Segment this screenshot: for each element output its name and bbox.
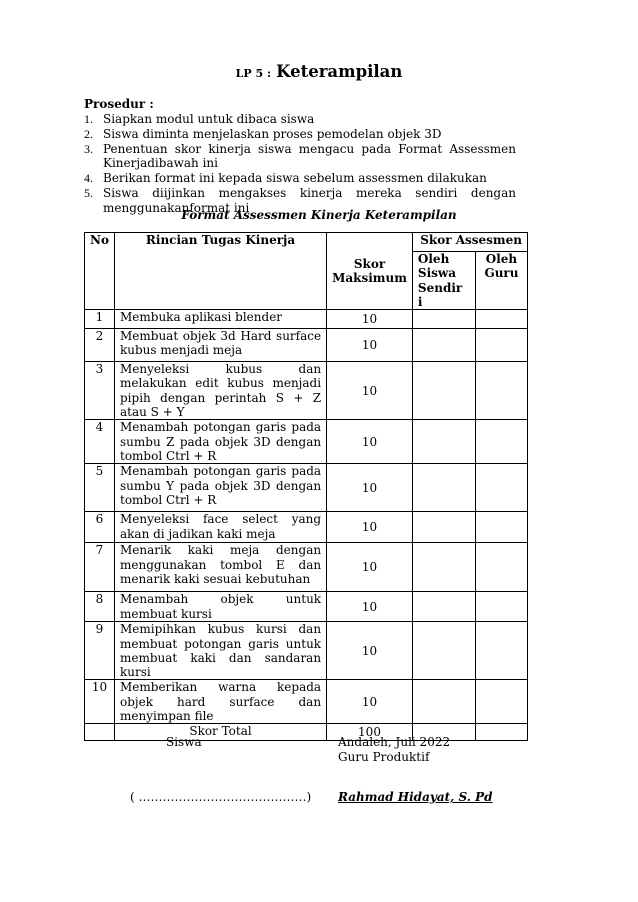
student-score-cell[interactable]: [412, 622, 475, 680]
place-date: Andaleh, Juli 2022: [338, 735, 451, 749]
table-row: 3 Menyeleksi kubus dan melakukan edit kubus menjadi pipih dengan perintah S + Z atau S + Y 10: [85, 362, 528, 420]
student-score-cell[interactable]: [412, 512, 475, 543]
title-text: Keterampilan: [276, 62, 403, 81]
student-signature-blank: ( ……………………………………): [130, 790, 312, 804]
table-row: 8 Menambah objek untuk membuat kursi 10: [85, 592, 528, 622]
header-no: No: [85, 233, 115, 310]
table-row: 6 Menyeleksi face select yang akan di jadikan kaki meja 10: [85, 512, 528, 543]
total-value: 100: [327, 724, 413, 741]
prosedur-step: 3. Penentuan skor kinerja siswa mengacu pada Format Assessmen Kinerjadibawah ini: [84, 141, 516, 171]
student-score-cell[interactable]: [412, 310, 475, 329]
teacher-name: Rahmad Hidayat, S. Pd: [338, 790, 493, 804]
student-score-cell[interactable]: [412, 680, 475, 724]
header-by-student: Oleh Siswa Sendir i: [412, 252, 475, 310]
student-label: Siswa: [166, 735, 202, 749]
teacher-score-cell[interactable]: [475, 680, 527, 724]
teacher-score-cell[interactable]: [475, 310, 527, 329]
assessment-table: [84, 232, 528, 741]
teacher-score-cell[interactable]: [475, 329, 527, 362]
header-max: Skor Maksimum: [327, 233, 413, 310]
table-row: 7 Menarik kaki meja dengan menggunakan tombol E dan menarik kaki sesuai kebutuhan 10: [85, 543, 528, 592]
table-row: 10 Memberikan warna kepada objek hard surface dan menyimpan file 10: [85, 680, 528, 724]
page-title: [0, 62, 638, 81]
total-label: Skor Total: [115, 724, 327, 741]
header-score-group: Skor Assesmen: [412, 233, 527, 252]
prosedur-step: 1. Siapkan modul untuk dibaca siswa: [84, 112, 315, 126]
table-caption: Format Assessmen Kinerja Keterampilan: [181, 208, 457, 222]
teacher-score-cell[interactable]: [475, 622, 527, 680]
table-row: 4 Menambah potongan garis pada sumbu Z pada objek 3D dengan tombol Ctrl + R 10: [85, 420, 528, 464]
teacher-score-cell[interactable]: [475, 464, 527, 512]
prosedur-list: [84, 112, 516, 216]
teacher-score-cell[interactable]: [475, 592, 527, 622]
student-score-cell[interactable]: [412, 464, 475, 512]
header-task: Rincian Tugas Kinerja: [115, 233, 327, 310]
student-score-cell[interactable]: [412, 592, 475, 622]
student-score-cell[interactable]: [412, 543, 475, 592]
student-score-cell[interactable]: [412, 329, 475, 362]
table-row: 2 Membuat objek 3d Hard surface kubus menjadi meja 10: [85, 329, 528, 362]
teacher-score-cell[interactable]: [475, 362, 527, 420]
teacher-role: Guru Produktif: [338, 750, 430, 764]
student-score-cell[interactable]: [412, 420, 475, 464]
table-row: 5 Menambah potongan garis pada sumbu Y pada objek 3D dengan tombol Ctrl + R 10: [85, 464, 528, 512]
header-by-teacher: Oleh Guru: [475, 252, 527, 310]
total-row: [85, 724, 528, 741]
table-row: 1 Membuka aplikasi blender 10: [85, 310, 528, 329]
teacher-score-cell[interactable]: [475, 543, 527, 592]
prosedur-heading: Prosedur :: [84, 97, 154, 111]
prosedur-step: 5. Siswa diijinkan mengakses kinerja mereka sendiri dengan menggunakanformat ini: [84, 185, 516, 215]
teacher-score-cell[interactable]: [475, 420, 527, 464]
teacher-score-cell[interactable]: [475, 512, 527, 543]
prosedur-step: 4. Berikan format ini kepada siswa sebelum assessmen dilakukan: [84, 171, 487, 186]
teacher-total-cell[interactable]: [475, 724, 527, 741]
table-row: 9 Memipihkan kubus kursi dan membuat potongan garis untuk membuat kaki dan sandaran kursi 10: [85, 622, 528, 680]
lp-label: LP 5 :: [235, 67, 272, 80]
prosedur-step: 2. Siswa diminta menjelaskan proses pemodelan objek 3D: [84, 126, 442, 141]
student-score-cell[interactable]: [412, 362, 475, 420]
